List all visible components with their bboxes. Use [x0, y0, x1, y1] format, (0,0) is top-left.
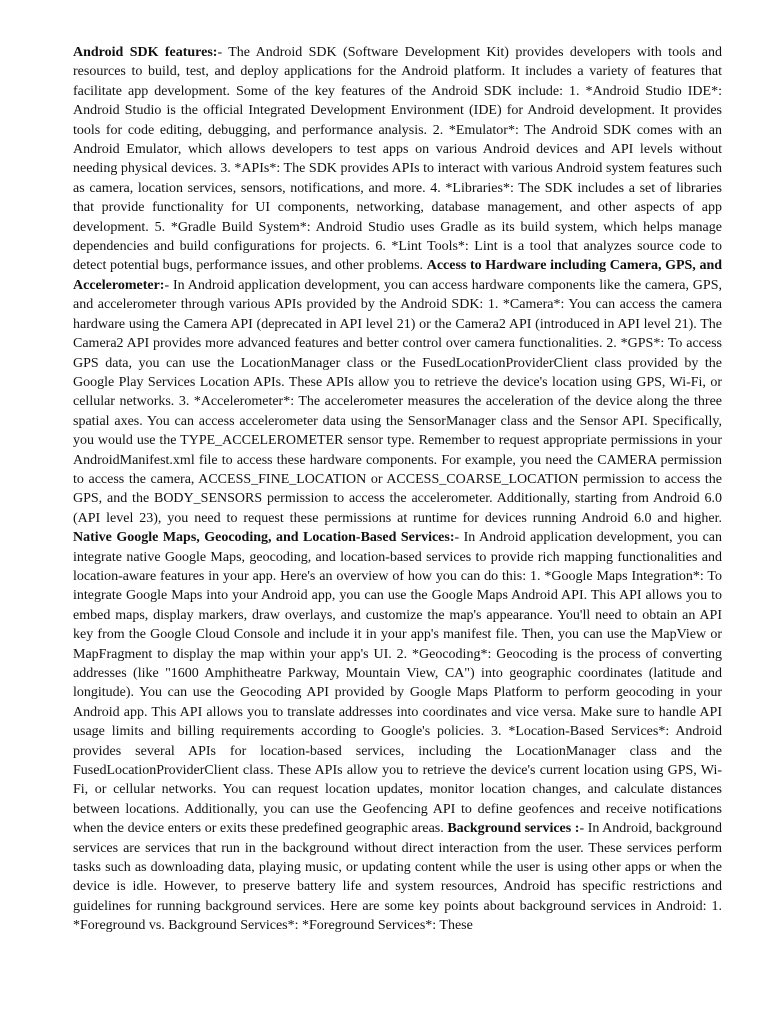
section-text-hardware-access: - In Android application development, you can access hardware components like the camera, GPS, and accelerometer through various APIs provided by the Android SDK: 1. *Camera*: You can access the camera hardware using the Camera API (deprecated in API level 21) or the Camera2 API (introduced in API level 21). The Camera2 API provides more advanced features and better control over camera functionalities. 2. *GPS*: To access GPS data, you can use the LocationManager class or the FusedLocationProviderClient class provided by the Google Play Services Location APIs. These APIs allow you to retrieve the device's location using GPS, Wi-Fi, or cellular networks. 3. *Accelerometer*: The accelerometer measures the acceleration of the device along the three spatial axes. You can access accelerometer data using the SensorManager class and the Sensor API. Specifically, you would use the TYPE_ACCELEROMETER sensor type. Remember to request appropriate permissions in your AndroidManifest.xml file to access these hardware components. For example, you need the CAMERA permission to access the camera, ACCESS_FINE_LOCATION or ACCESS_COARSE_LOCATION permission to access the GPS, and the BODY_SENSORS permission to access the accelerometer. Additionally, starting from Android 6.0 (API level 23), you need to request these permissions at runtime for devices running Android 6.0 and higher.: [73, 277, 722, 526]
section-heading-background-services: Background services :: [447, 821, 580, 837]
section-text-background-services: - In Android, background services are services that run in the background without direct interaction from the user. These services perform tasks such as downloading data, playing music, or updating content while the user is using other apps or when the device is idle. However, to preserve battery life and system resources, Android has specific restrictions and guidelines for running background services. Here are some key points about background services in Android: 1. *Foreground vs. Background Services*: *Foreground Services*: These: [73, 821, 723, 934]
section-text-google-maps: - In Android application development, you can integrate native Google Maps, geocoding, and location-based services to provide rich mapping functionalities and location-aware features in your app. Here's an overview of how you can do this: 1. *Google Maps Integration*: To integrate Google Maps into your Android app, you can use the Google Maps Android API. This API allows you to embed maps, display markers, draw overlays, and customize the map's appearance. You'll need to obtain an API key from the Google Cloud Console and include it in your app's manifest file. Then, you can use the MapView or MapFragment to display the map within your app's UI. 2. *Geocoding*: Geocoding is the process of converting addresses (like "1600 Amphitheatre Parkway, Mountain View, CA") into geographic coordinates (latitude and longitude). You can use the Geocoding API provided by Google Maps Platform to perform geocoding in your Android app. This API allows you to translate addresses into coordinates and vice versa. Make sure to handle API usage limits and billing requirements according to Google's policies. 3. *Location-Based Services*: Android provides several APIs for location-based services, including the LocationManager class and the FusedLocationProviderClient class. These APIs allow you to retrieve the device's current location using GPS, Wi-Fi, or cellular networks. You can request location updates, monitor location changes, and calculate distances between locations. Additionally, you can use the Geofencing API to define geofences and receive notifications when the device enters or exits these predefined geographic areas.: [73, 530, 722, 837]
document-body: [73, 43, 722, 936]
section-heading-android-sdk-features: Android SDK features:: [73, 45, 218, 60]
section-heading-hardware-access: Access to Hardware including Camera, GPS, and Accelerometer:: [73, 258, 723, 293]
section-text-android-sdk-features: - The Android SDK (Software Development Kit) provides developers with tools and resources to build, test, and deploy applications for the Android platform. It includes a variety of features that facilitate app development. Some of the key features of the Android SDK include: 1. *Android Studio IDE*: Android Studio is the official Integrated Development Environment (IDE) for Android development. It provides tools for code editing, debugging, and performance analysis. 2. *Emulator*: The Android SDK comes with an Android Emulator, which allows developers to test apps on various Android devices and API levels without needing physical devices. 3. *APIs*: The SDK provides APIs to interact with various Android system features such as camera, location services, sensors, notifications, and more. 4. *Libraries*: The SDK includes a set of libraries that provide functionality for UI components, networking, database management, and other aspects of app development. 5. *Gradle Build System*: Android Studio uses Gradle as its build system, which helps manage dependencies and build configurations for projects. 6. *Lint Tools*: Lint is a tool that analyzes source code to detect potential bugs, performance issues, and other problems.: [73, 45, 722, 274]
section-heading-google-maps: Native Google Maps, Geocoding, and Location-Based Services:: [73, 530, 455, 546]
